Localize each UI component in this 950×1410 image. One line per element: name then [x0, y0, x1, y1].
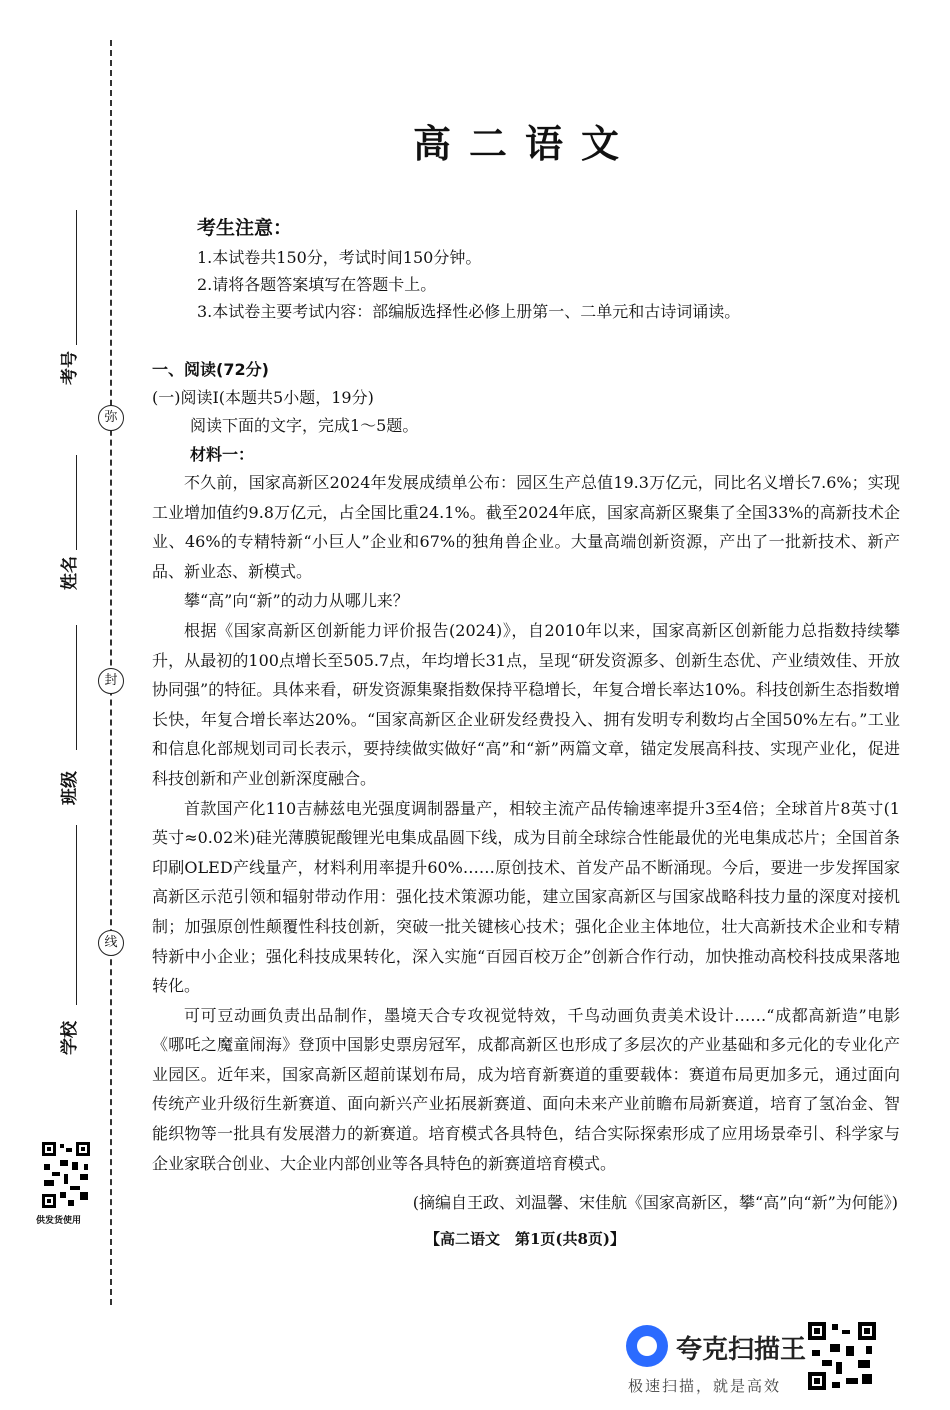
scanner-brand-name: 夸克扫描王 [676, 1335, 807, 1365]
paragraph: 根据《国家高新区创新能力评价报告(2024)》，自2010年以来，国家高新区创新能力总指数持续攀升，从最初的100点增长至505.7点，年均增长31点，呈现“研发资源多、创新生态优、产业绩效佳、开放协同强”的特征。具体来看，研发资源集聚指数保持平稳增长，年复合增长率达10%。科技创新生态指数增长快，年复合增长率达20%。“国家高新区企业研发经费投入、拥有发明专利数均占全国50%左右。”工业和信息化部规划司司长表示，要持续做实做好“高”和“新”两篇文章，锚定发展高科技、实现产业化，促进科技创新和产业创新深度融合。 [152, 620, 900, 788]
material-heading: 材料一： [190, 445, 255, 464]
name-line[interactable] [76, 455, 77, 550]
scanner-logo-icon [626, 1325, 668, 1367]
side-qr-code [40, 1140, 92, 1210]
school-label: 学校 [60, 1021, 80, 1055]
paragraph: 首款国产化110吉赫兹电光强度调制器量产，相较主流产品传输速率提升3至4倍；全球首片8英寸(1英寸≈0.02米)硅光薄膜铌酸锂光电集成晶圆下线，成为目前全球综合性能最优的光电集成芯片；全国首条印刷OLED产线量产，材料利用率提升60%……原创技术、首发产品不断涌现。今后，要进一步发挥国家高新区示范引领和辐射带动作用：强化技术策源功能，建立国家高新区与国家战略科技力量的深度对接机制；加强原创性颠覆性科技创新，突破一批关键核心技术；强化企业主体地位，壮大高新技术企业和专精特新中小企业；强化科技成果转化，深入实施“百园百校万企”创新合作行动，加快推动高校科技成果落地转化。 [152, 798, 900, 996]
section-heading: 一、阅读(72分) [152, 360, 269, 379]
scanner-brand-slogan: 极速扫描，就是高效 [628, 1377, 782, 1395]
notice-item: 2.请将各题答案填写在答题卡上。 [197, 275, 437, 294]
scanner-qr-code [806, 1320, 878, 1392]
page-footer: 【高二语文 第1页(共8页)】 [424, 1230, 626, 1248]
exam-number-label: 考号 [60, 351, 80, 385]
side-qr-label: 供发货使用 [36, 1216, 82, 1226]
name-label: 姓名 [60, 556, 80, 590]
notice-item: 3.本试卷主要考试内容：部编版选择性必修上册第一、二单元和古诗词诵读。 [197, 302, 741, 321]
seal-xian: 线 [98, 930, 124, 956]
reading-instruction: 阅读下面的文字，完成1～5题。 [190, 416, 419, 435]
class-line[interactable] [76, 625, 77, 750]
notice-heading: 考生注意： [197, 217, 293, 239]
paragraph: 不久前，国家高新区2024年发展成绩单公布：园区生产总值19.3万亿元，同比名义增长7.6%；实现工业增加值约9.8万亿元，占全国比重24.1%。截至2024年底，国家高新区聚集了全国33%的高新技术企业、46%的专精特新“小巨人”企业和67%的独角兽企业。大量高端创新资源，产出了一批新技术、新产品、新业态、新模式。 [152, 473, 900, 581]
page-title: 高二语文 [412, 122, 637, 166]
paragraph: 可可豆动画负责出品制作，墨境天合专攻视觉特效，千鸟动画负责美术设计……“成都高新造”电影《哪吒之魔童闹海》登顶中国影史票房冠军，成都高新区也形成了多层次的产业基础和多元化的专业化产业园区。近年来，国家高新区超前谋划布局，成为培育新赛道的重要载体：赛道布局更加多元，通过面向传统产业升级衍生新赛道、面向新兴产业拓展新赛道、面向未来产业前瞻布局新赛道，培育了氢冶金、智能织物等一批具有发展潜力的新赛道。培育模式各具特色，结合实际探索形成了应用场景牵引、科学家与企业家联合创业、大企业内部创业等各具特色的新赛道培育模式。 [152, 1005, 900, 1173]
class-label: 班级 [60, 771, 80, 805]
paragraph: 攀“高”向“新”的动力从哪儿来？ [184, 591, 409, 611]
reading-passage [152, 468, 900, 1178]
seal-feng: 封 [98, 668, 124, 694]
source-citation: (摘编自王政、刘温馨、宋佳航《国家高新区，攀“高”向“新”为何能》) [412, 1193, 898, 1212]
exam-number-line[interactable] [76, 210, 77, 345]
school-line[interactable] [76, 825, 77, 1005]
notice-item: 1.本试卷共150分，考试时间150分钟。 [197, 248, 482, 267]
seal-mi: 弥 [98, 405, 124, 431]
section-subheading: (一)阅读Ⅰ(本题共5小题，19分) [152, 388, 374, 407]
